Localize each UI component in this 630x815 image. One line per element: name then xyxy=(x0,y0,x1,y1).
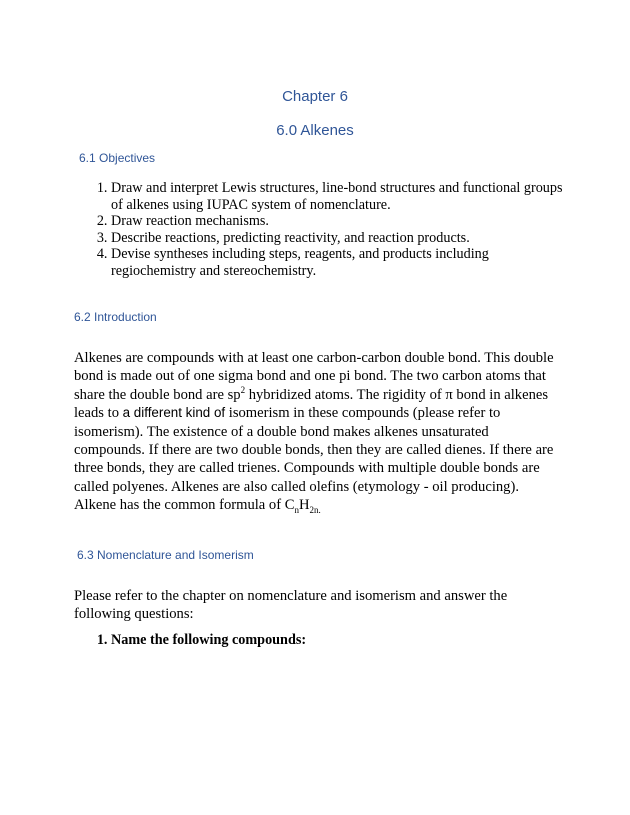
questions-list xyxy=(74,631,306,649)
introduction-paragraph xyxy=(74,349,554,515)
intro-text-3: isomerism in these compounds (please refer to isomerism). The existence of a double bond makes alkenes unsaturated compounds. If there are two double bonds, then they are called dienes. If there are three bonds, they are called trienes. Compounds with multiple double bonds are called polyenes. Alkenes are also called olefins (etymology - oil producing). Alkene has the common formula of C xyxy=(74,405,554,514)
objective-item: 2. Draw reaction mechanisms. xyxy=(111,213,571,230)
objectives-list xyxy=(74,180,571,280)
section-title: 6.0 Alkenes xyxy=(276,122,354,139)
formula-subscript-2n: 2n. xyxy=(309,505,321,516)
intro-text-2: hybridized atoms. The rigidity of π bond in alkenes leads to xyxy=(74,386,549,422)
formula-h: H xyxy=(298,497,310,514)
nomenclature-paragraph: Please refer to the chapter on nomenclature and isomerism and answer the following questions: xyxy=(74,588,508,623)
objective-item: 3. Describe reactions, predicting reactivity, and reaction products. xyxy=(111,230,571,247)
chapter-title: Chapter 6 xyxy=(282,88,348,105)
intro-kind-phrase: a different kind of xyxy=(122,405,226,421)
nomenclature-heading: 6.3 Nomenclature and Isomerism xyxy=(77,548,254,562)
objective-item: 1. Draw and interpret Lewis structures, line-bond structures and functional groups of alkenes using IUPAC system of nomenclature. xyxy=(111,180,571,213)
introduction-heading: 6.2 Introduction xyxy=(74,310,157,324)
objectives-heading: 6.1 Objectives xyxy=(79,151,156,165)
formula-subscript-n: n xyxy=(294,505,299,516)
sp2-superscript: 2 xyxy=(240,384,246,395)
question-item: 1. Name the following compounds: xyxy=(111,631,306,649)
intro-text-1: Alkenes are compounds with at least one carbon-carbon double bond. This double bond is made out of one sigma bond and one pi bond. The two carbon atoms that share the double bond are sp xyxy=(74,350,554,403)
objective-item: 4. Devise syntheses including steps, reagents, and products including regiochemistry and stereochemistry. xyxy=(111,246,571,279)
